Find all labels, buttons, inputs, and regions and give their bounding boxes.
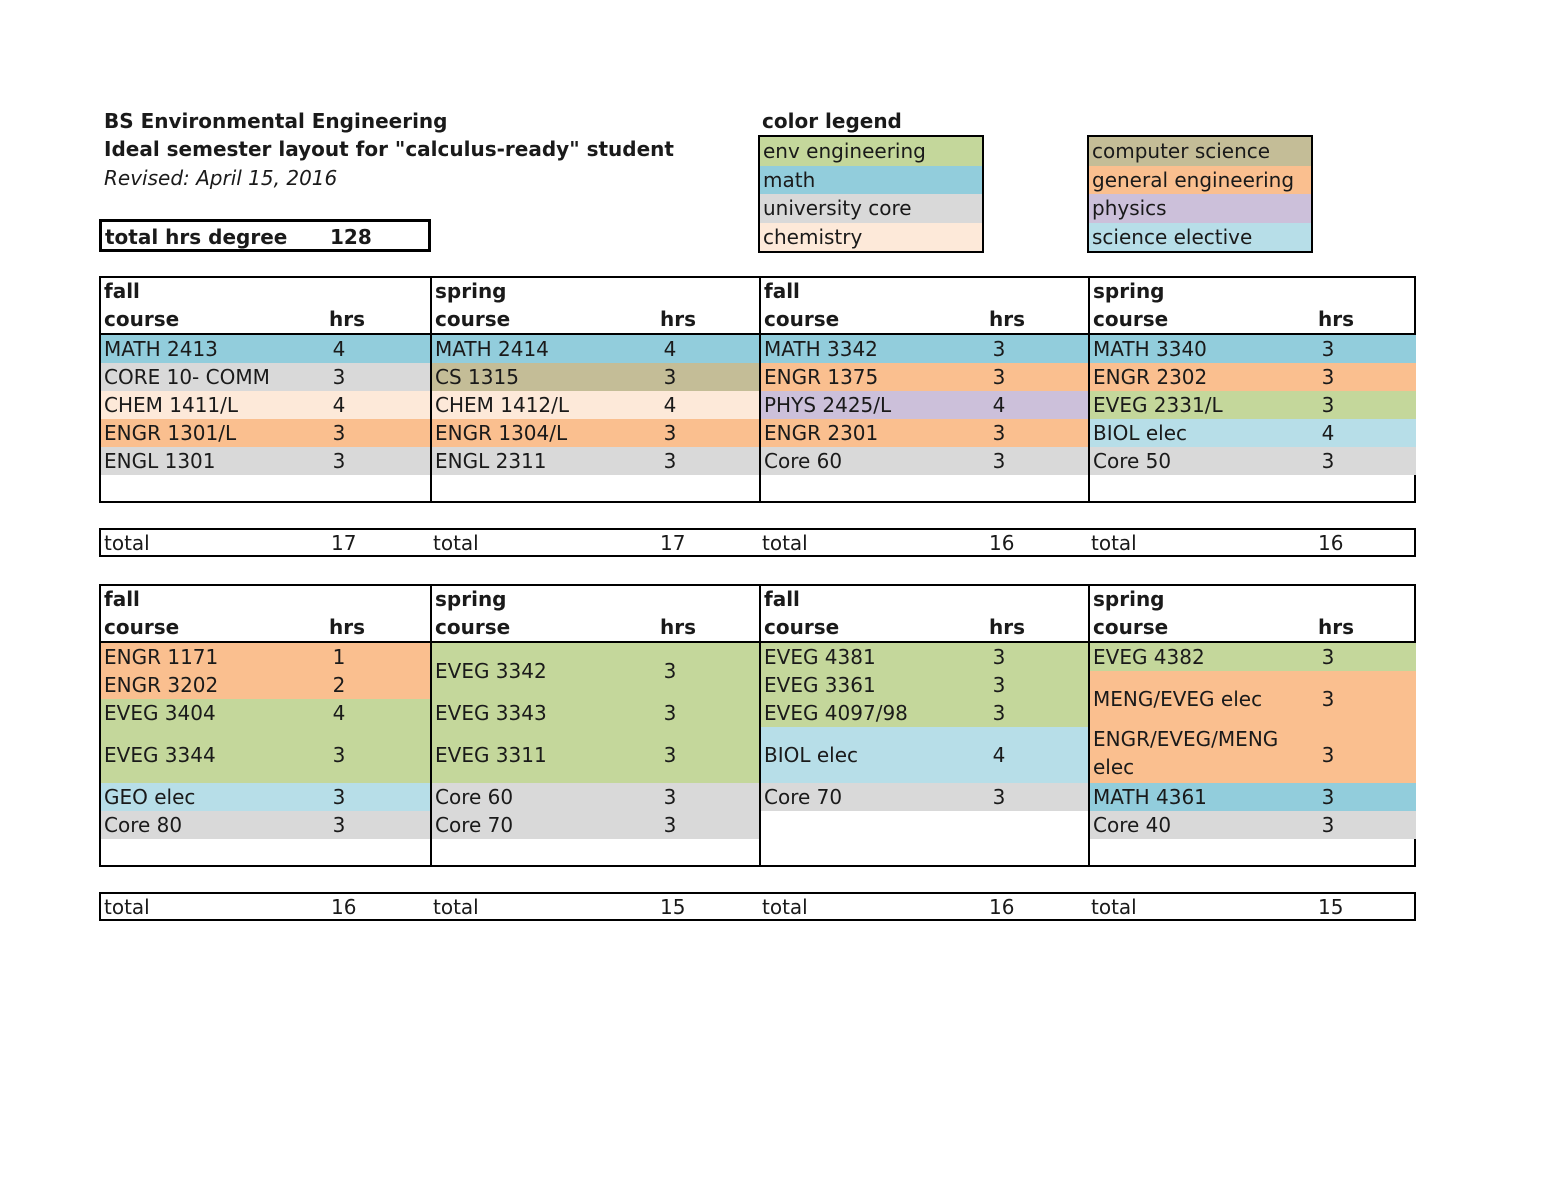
course-name: BIOL elec	[1093, 421, 1188, 445]
semester-header	[761, 278, 1090, 335]
course-hours: 3	[1321, 393, 1335, 417]
semester-block-spring	[1088, 586, 1416, 865]
hrs-column-header: hrs	[989, 615, 1026, 639]
course-name: PHYS 2425/L	[764, 393, 892, 417]
course-hours: 2	[332, 673, 346, 697]
course-row	[1090, 363, 1416, 391]
course-row	[761, 391, 1090, 419]
course-hours: 1	[332, 645, 346, 669]
course-hours: 3	[992, 673, 1006, 697]
course-column-header: course	[435, 615, 511, 639]
semester-header	[761, 586, 1090, 643]
course-hours: 3	[332, 785, 346, 809]
course-hours: 3	[332, 743, 346, 767]
course-name: EVEG 2331/L	[1093, 393, 1223, 417]
course-row	[101, 783, 430, 811]
course-row	[1090, 419, 1416, 447]
course-row	[101, 727, 430, 783]
semester-block-fall	[101, 278, 430, 501]
course-hours: 3	[663, 785, 677, 809]
course-hours: 3	[663, 421, 677, 445]
total-hours-box	[99, 219, 431, 252]
course-hours: 3	[663, 365, 677, 389]
course-hours: 3	[663, 449, 677, 473]
course-hours: 3	[332, 365, 346, 389]
legend-item: env engineering	[760, 137, 982, 166]
course-hours: 4	[332, 393, 346, 417]
course-hours: 3	[1321, 687, 1335, 711]
course-name: ENGR 2302	[1093, 365, 1208, 389]
course-column-header: course	[764, 615, 840, 639]
legend-item: computer science	[1089, 137, 1311, 166]
season-label: spring	[435, 587, 507, 611]
course-hours: 3	[332, 813, 346, 837]
totals-row-years-3-4	[99, 892, 1416, 921]
semester-block-spring	[430, 278, 761, 501]
course-hours: 3	[663, 743, 677, 767]
course-row	[101, 391, 430, 419]
course-row	[432, 335, 761, 363]
course-row	[101, 447, 430, 475]
course-hours: 3	[1321, 645, 1335, 669]
course-row	[1090, 643, 1416, 671]
course-row	[432, 363, 761, 391]
course-hours: 3	[1321, 449, 1335, 473]
course-name: EVEG 4381	[764, 645, 876, 669]
course-hours: 3	[332, 421, 346, 445]
course-hours: 3	[663, 659, 677, 683]
course-name: MATH 4361	[1093, 785, 1207, 809]
course-row	[1090, 811, 1416, 839]
course-row	[761, 671, 1090, 699]
course-name: Core 50	[1093, 449, 1172, 473]
course-row	[1090, 391, 1416, 419]
course-name: ENGR 3202	[104, 673, 219, 697]
course-name: MATH 3340	[1093, 337, 1207, 361]
course-hours: 4	[992, 743, 1006, 767]
season-label: fall	[764, 279, 800, 303]
semester-header	[432, 278, 761, 335]
semester-block-fall	[759, 586, 1090, 865]
course-hours: 3	[1321, 785, 1335, 809]
totals-row-years-1-2	[99, 528, 1416, 557]
course-name: CS 1315	[435, 365, 519, 389]
course-hours: 3	[663, 701, 677, 725]
course-column-header: course	[1093, 615, 1169, 639]
course-name: Core 40	[1093, 813, 1172, 837]
course-hours: 4	[992, 393, 1006, 417]
semester-table-years-3-4	[99, 584, 1416, 867]
semester-total-label: total	[1091, 895, 1137, 919]
program-title: BS Environmental Engineering	[104, 109, 448, 133]
course-row	[432, 391, 761, 419]
semester-block-spring	[430, 586, 761, 865]
season-label: fall	[104, 279, 140, 303]
course-column-header: course	[104, 307, 180, 331]
semester-header	[101, 586, 430, 643]
course-row	[761, 783, 1090, 811]
course-name: EVEG 3342	[435, 659, 547, 683]
course-row	[101, 643, 430, 671]
course-column-header: course	[435, 307, 511, 331]
course-row	[1090, 447, 1416, 475]
course-name: CHEM 1411/L	[104, 393, 239, 417]
course-hours: 3	[992, 785, 1006, 809]
hrs-column-header: hrs	[660, 307, 697, 331]
semester-total-label: total	[104, 531, 150, 555]
semester-total-value: 16	[989, 895, 1015, 919]
legend-item: physics	[1089, 194, 1311, 223]
course-name: EVEG 3344	[104, 743, 216, 767]
course-row	[432, 727, 761, 783]
semester-block-fall	[759, 278, 1090, 501]
course-name: GEO elec	[104, 785, 196, 809]
semester-block-fall	[101, 586, 430, 865]
semester-total-value: 15	[1318, 895, 1344, 919]
semester-total-value: 17	[331, 531, 357, 555]
layout-subtitle: Ideal semester layout for "calculus-ready" student	[104, 137, 674, 161]
legend-item: science elective	[1089, 223, 1311, 252]
legend-item: university core	[760, 194, 982, 223]
course-hours: 3	[1321, 337, 1335, 361]
hrs-column-header: hrs	[989, 307, 1026, 331]
course-name: BIOL elec	[764, 743, 859, 767]
course-name: EVEG 4382	[1093, 645, 1205, 669]
semester-header	[101, 278, 430, 335]
course-row	[1090, 727, 1416, 783]
legend-item: chemistry	[760, 223, 982, 252]
total-hours-label: total hrs degree	[105, 225, 288, 249]
course-hours: 3	[332, 449, 346, 473]
course-name: EVEG 3404	[104, 701, 216, 725]
semester-total-value: 16	[989, 531, 1015, 555]
course-row	[761, 447, 1090, 475]
course-name: EVEG 3361	[764, 673, 876, 697]
course-hours: 4	[1321, 421, 1335, 445]
course-row	[761, 727, 1090, 783]
course-hours: 3	[992, 701, 1006, 725]
legend-left	[758, 135, 984, 253]
semester-total-label: total	[762, 895, 808, 919]
course-row	[101, 335, 430, 363]
course-column-header: course	[764, 307, 840, 331]
semester-total-value: 16	[331, 895, 357, 919]
course-row	[101, 419, 430, 447]
hrs-column-header: hrs	[329, 307, 366, 331]
course-hours: 3	[992, 645, 1006, 669]
semester-total-value: 16	[1318, 531, 1344, 555]
semester-block-spring	[1088, 278, 1416, 501]
course-hours: 3	[1321, 743, 1335, 767]
course-name: EVEG 4097/98	[764, 701, 908, 725]
course-hours: 4	[663, 393, 677, 417]
hrs-column-header: hrs	[1318, 615, 1355, 639]
course-name: MENG/EVEG elec	[1093, 687, 1263, 711]
hrs-column-header: hrs	[660, 615, 697, 639]
course-name: ENGL 1301	[104, 449, 216, 473]
season-label: spring	[435, 279, 507, 303]
legend-right	[1087, 135, 1313, 253]
semester-table-years-1-2	[99, 276, 1416, 503]
semester-header	[432, 586, 761, 643]
revised-date: Revised: April 15, 2016	[104, 166, 338, 190]
course-name: CORE 10- COMM	[104, 365, 270, 389]
course-row	[432, 447, 761, 475]
course-name: ENGR 2301	[764, 421, 879, 445]
course-row	[432, 699, 761, 727]
season-label: spring	[1093, 587, 1165, 611]
course-hours: 4	[332, 337, 346, 361]
course-row	[1090, 671, 1416, 727]
semester-total-label: total	[1091, 531, 1137, 555]
course-hours: 3	[1321, 813, 1335, 837]
course-hours: 4	[663, 337, 677, 361]
course-row	[101, 671, 430, 699]
course-name: EVEG 3343	[435, 701, 547, 725]
course-name: MATH 2413	[104, 337, 218, 361]
course-row	[432, 419, 761, 447]
course-row	[432, 811, 761, 839]
course-row	[1090, 783, 1416, 811]
course-hours: 4	[332, 701, 346, 725]
course-name-continued: elec	[1093, 755, 1135, 779]
course-row	[432, 783, 761, 811]
total-hours-value: 128	[330, 225, 372, 249]
course-row	[1090, 335, 1416, 363]
course-row	[101, 363, 430, 391]
semester-total-label: total	[104, 895, 150, 919]
legend-item: general engineering	[1089, 166, 1311, 195]
semester-total-value: 17	[660, 531, 686, 555]
course-row	[432, 643, 761, 699]
course-hours: 3	[992, 449, 1006, 473]
hrs-column-header: hrs	[1318, 307, 1355, 331]
course-name: MATH 2414	[435, 337, 549, 361]
course-row	[761, 699, 1090, 727]
season-label: fall	[764, 587, 800, 611]
course-name: Core 70	[764, 785, 843, 809]
course-hours: 3	[992, 365, 1006, 389]
season-label: spring	[1093, 279, 1165, 303]
course-row	[761, 335, 1090, 363]
course-hours: 3	[663, 813, 677, 837]
course-column-header: course	[104, 615, 180, 639]
course-row	[101, 811, 430, 839]
course-row	[761, 363, 1090, 391]
course-row	[761, 419, 1090, 447]
course-column-header: course	[1093, 307, 1169, 331]
course-hours: 3	[1321, 365, 1335, 389]
semester-total-value: 15	[660, 895, 686, 919]
course-name: Core 80	[104, 813, 183, 837]
course-hours: 3	[992, 421, 1006, 445]
semester-header	[1090, 278, 1416, 335]
course-name: Core 60	[764, 449, 843, 473]
course-name: Core 70	[435, 813, 514, 837]
legend-title: color legend	[762, 109, 902, 133]
course-hours: 3	[992, 337, 1006, 361]
course-row	[761, 643, 1090, 671]
season-label: fall	[104, 587, 140, 611]
course-name: EVEG 3311	[435, 743, 547, 767]
semester-header	[1090, 586, 1416, 643]
hrs-column-header: hrs	[329, 615, 366, 639]
semester-total-label: total	[762, 531, 808, 555]
legend-item: math	[760, 166, 982, 195]
course-name: ENGR 1171	[104, 645, 219, 669]
course-name: Core 60	[435, 785, 514, 809]
course-name: ENGL 2311	[435, 449, 547, 473]
course-name: ENGR 1301/L	[104, 421, 237, 445]
semester-total-label: total	[433, 895, 479, 919]
course-name: ENGR/EVEG/MENG	[1093, 727, 1279, 751]
course-name: ENGR 1375	[764, 365, 879, 389]
course-name: ENGR 1304/L	[435, 421, 568, 445]
course-name: MATH 3342	[764, 337, 878, 361]
course-name: CHEM 1412/L	[435, 393, 570, 417]
course-row	[101, 699, 430, 727]
semester-total-label: total	[433, 531, 479, 555]
